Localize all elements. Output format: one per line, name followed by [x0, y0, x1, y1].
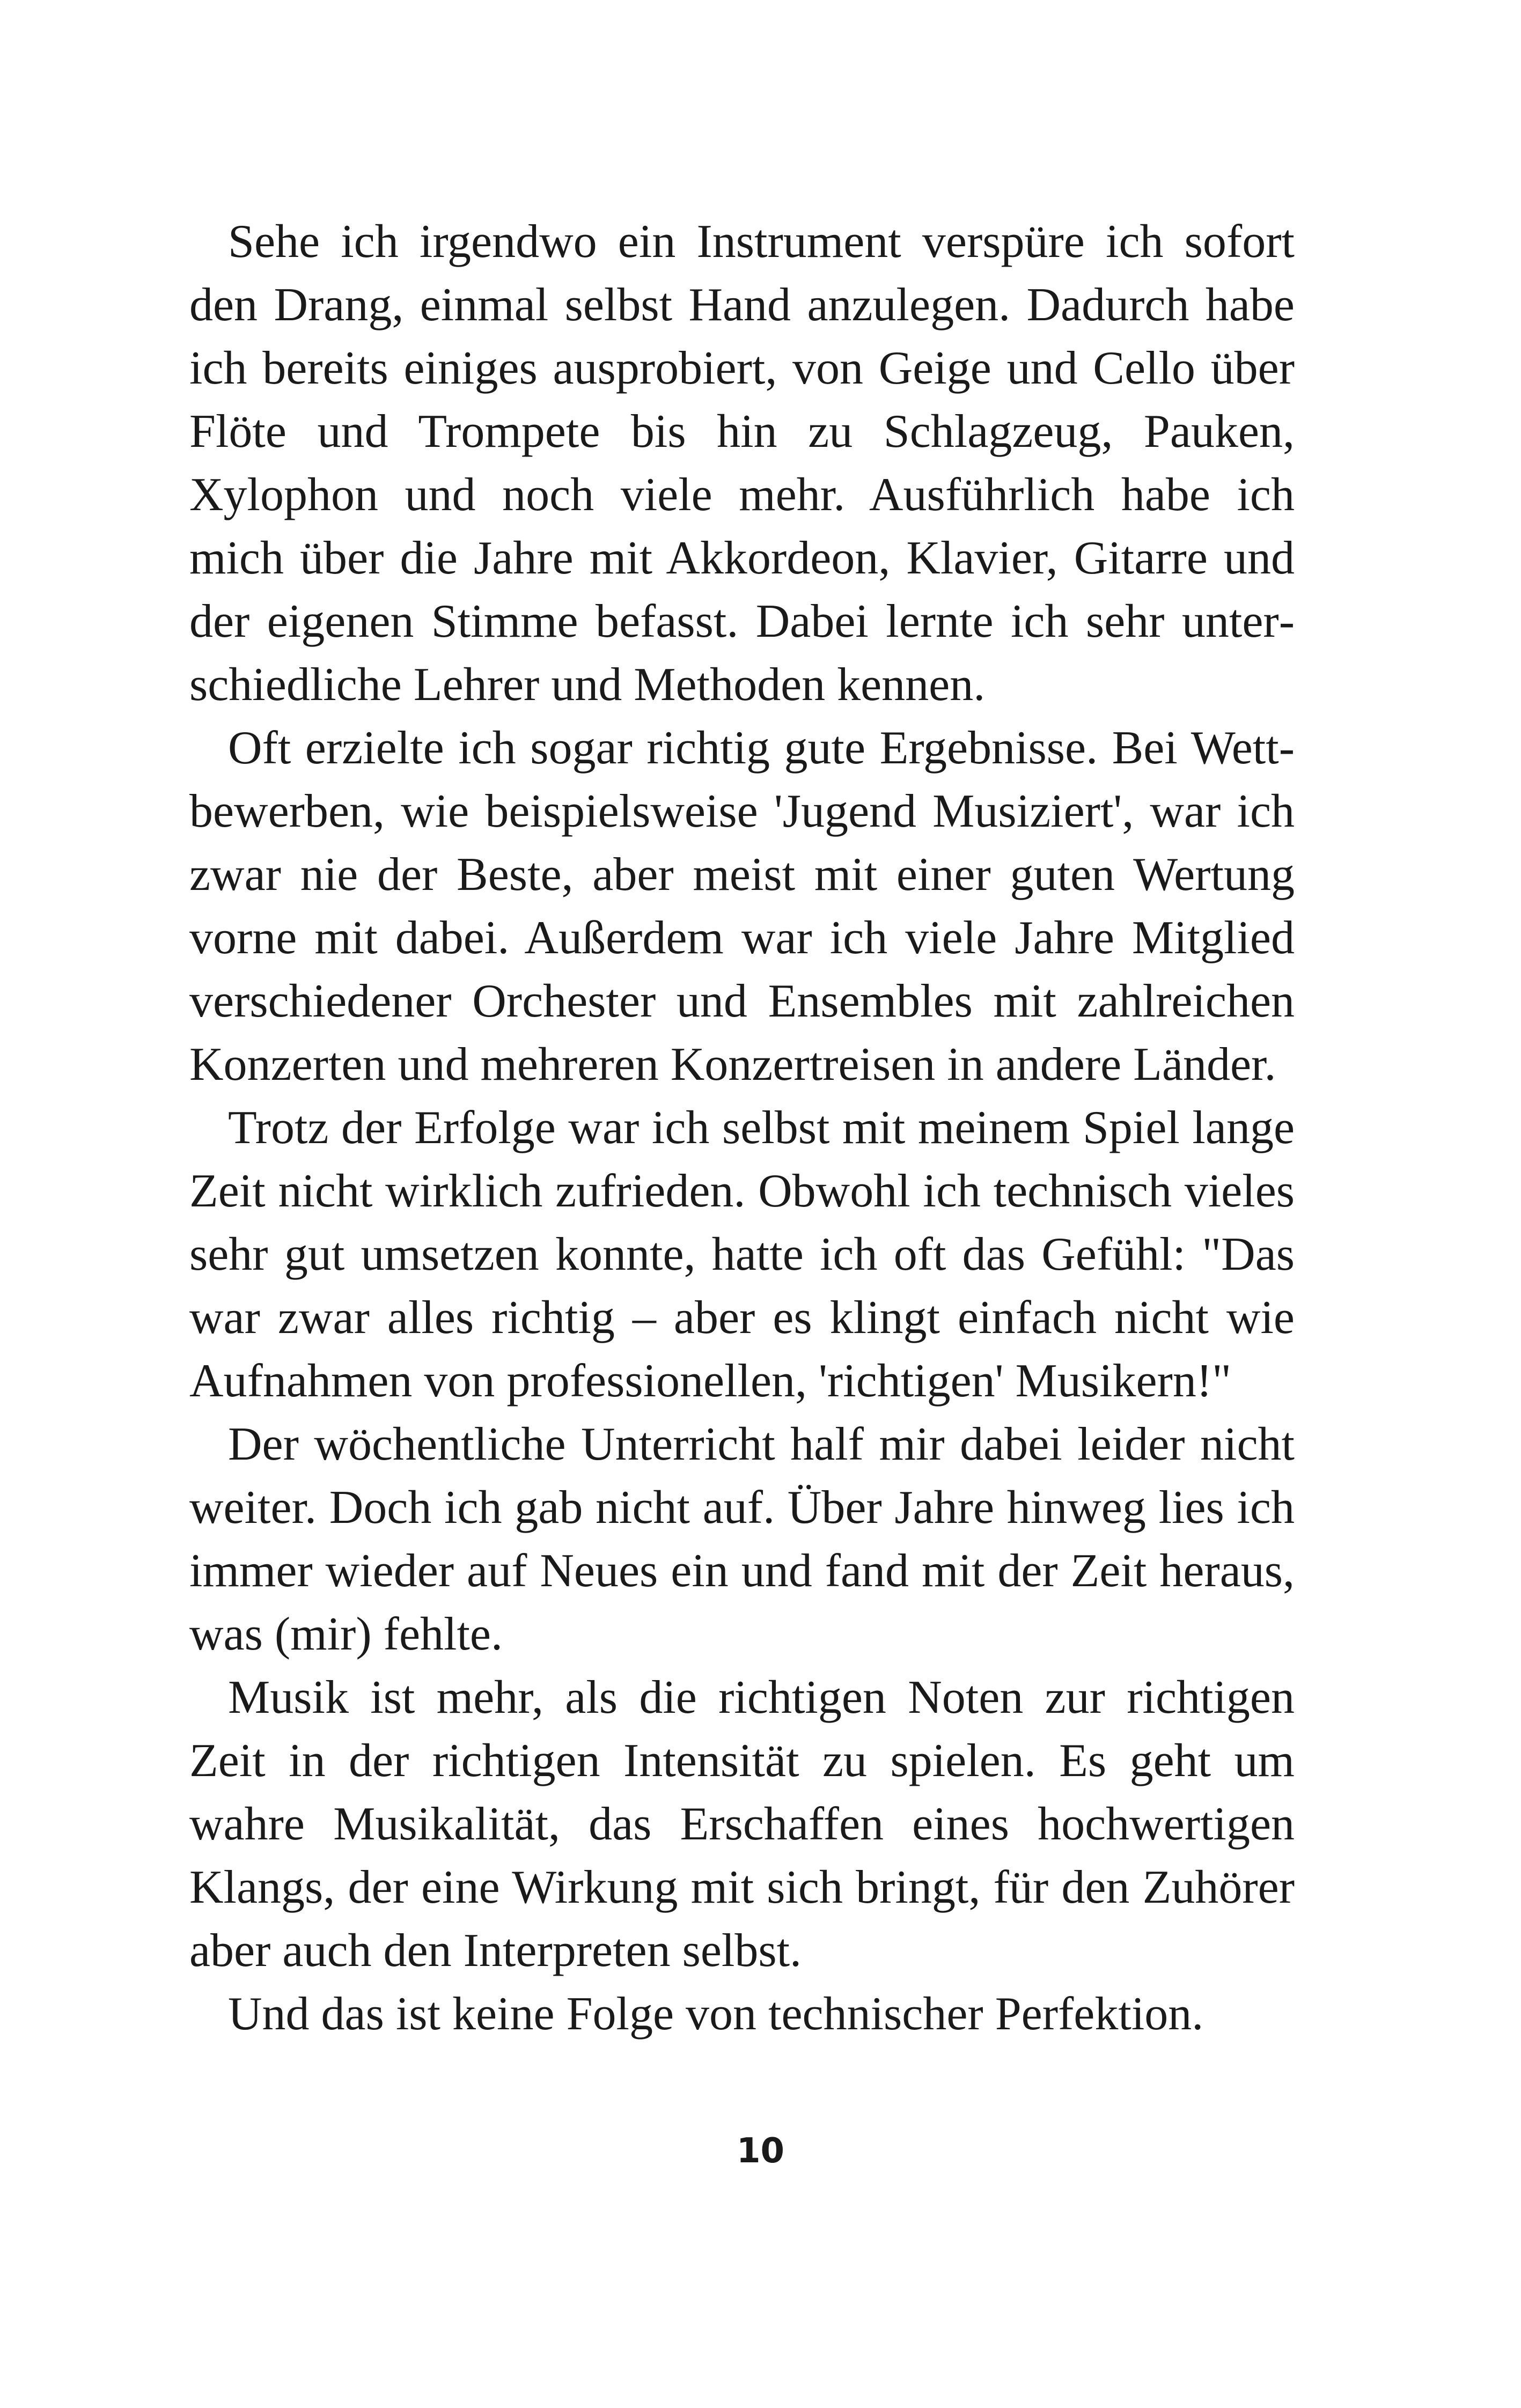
- body-text: [189, 210, 1295, 2046]
- page-number: 10: [736, 2131, 785, 2171]
- paragraph-5: Musik ist mehr, als die richtigen Noten zur richtigen Zeit in der richtigen Intensität zu spielen. Es geht um wahre Musikalität, das Erschaffen eines hochwertigen Klangs, der eine Wirkung mit sich bringt, für den Zuhörer aber auch den Interpreten selbst.: [189, 1671, 1295, 1977]
- paragraph-6: Und das ist keine Folge von technischer Perfektion.: [228, 1988, 1204, 2040]
- paragraph-2: Oft erzielte ich sogar richtig gute Ergebnisse. Bei Wettbewerben, wie beispielsweise 'Jugend Musiziert', war ich zwar nie der Beste, aber meist mit einer guten Wertung vorne mit dabei. Außerdem war ich viele Jahre Mitglied verschiedener Orchester und Ensembles mit zahlreichen Konzerten und mehreren Konzertreisen in andere Länder.: [189, 722, 1295, 1091]
- paragraph-3: Trotz der Erfolge war ich selbst mit meinem Spiel lange Zeit nicht wirklich zufrieden. Obwohl ich technisch vieles sehr gut umsetzen konnte, hatte ich oft das Gefühl: "Das war zwar alles richtig – aber es klingt einfach nicht wie Aufnahmen von professionellen, 'richtigen' Musikern!": [189, 1102, 1295, 1407]
- paragraph-1: Sehe ich irgendwo ein Instrument verspüre ich sofort den Drang, einmal selbst Hand anzulegen. Dadurch habe ich bereits einiges ausprobiert, von Geige und Cello über Flöte und Trompete bis hin zu Schlagzeug, Pauken, Xylophon und noch viele mehr. Ausführlich habe ich mich über die Jahre mit Akkordeon, Klavier, Gitarre und der eigenen Stimme befasst. Dabei lernte ich sehr unterschiedliche Lehrer und Methoden kennen.: [189, 216, 1295, 711]
- paragraph-4: Der wöchentliche Unterricht half mir dabei leider nicht weiter. Doch ich gab nicht auf. Über Jahre hinweg lies ich immer wieder auf Neues ein und fand mit der Zeit heraus, was (mir) fehlte.: [189, 1418, 1295, 1660]
